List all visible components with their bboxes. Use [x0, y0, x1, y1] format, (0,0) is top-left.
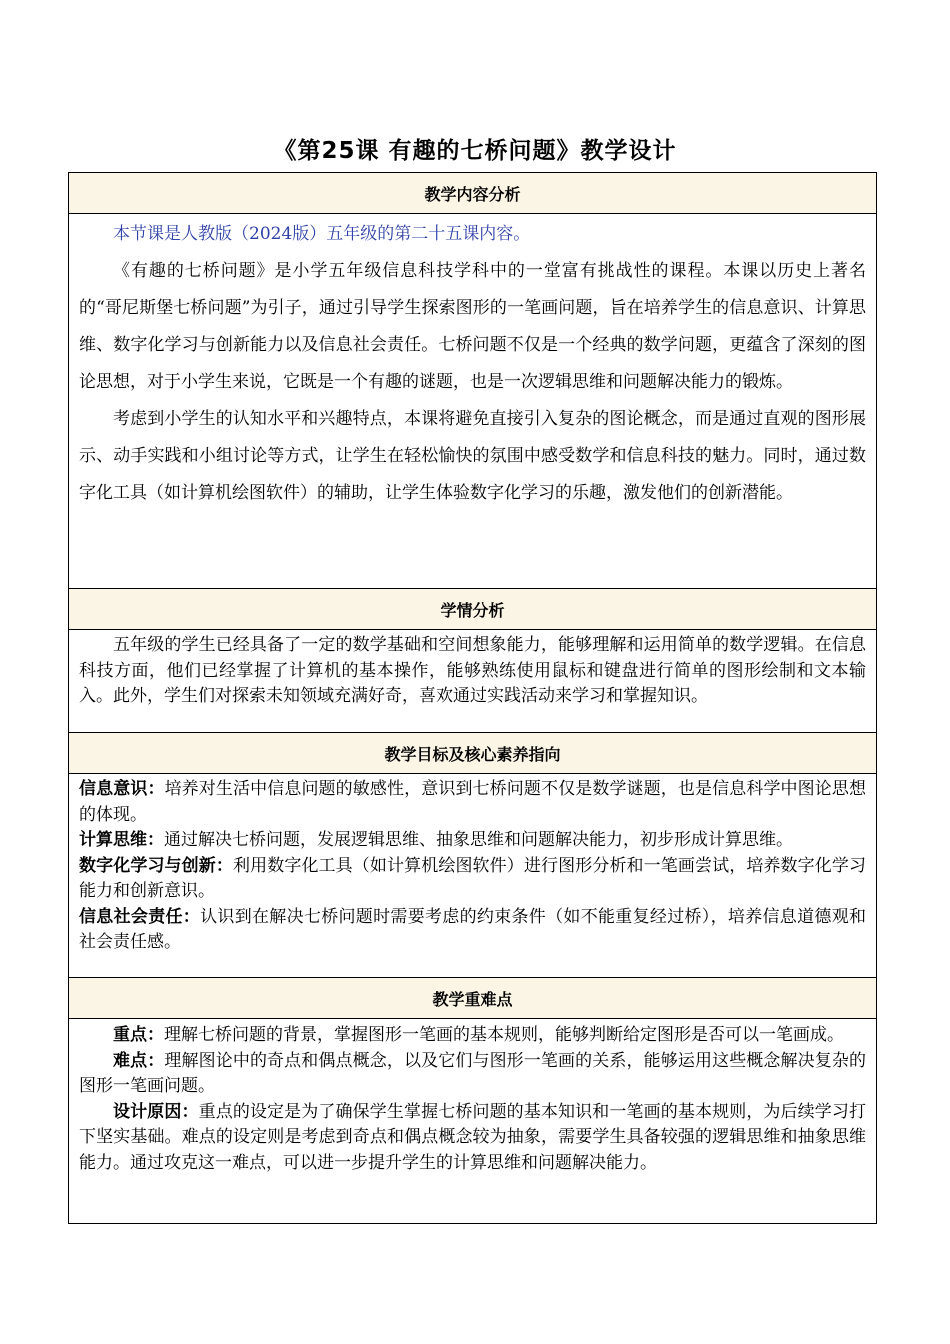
section-header-keys: 教学重难点: [69, 978, 877, 1019]
goal-text: 利用数字化工具（如计算机绘图软件）进行图形分析和一笔画尝试，培养数字化学习能力和创新意识。: [79, 855, 866, 901]
key-points-cell: [69, 1019, 877, 1224]
key-label: 设计原因：: [113, 1101, 199, 1122]
goal-item: [79, 854, 866, 905]
goal-text: 培养对生活中信息问题的敏感性，意识到七桥问题不仅是数学谜题，也是信息科学中图论思想的体现。: [79, 779, 867, 825]
lesson-plan-table: [68, 172, 877, 1224]
document-title: 《第25课 有趣的七桥问题》教学设计: [273, 138, 677, 164]
key-item: [79, 1023, 866, 1049]
content-analysis-cell: [69, 214, 877, 589]
key-label: 重点：: [113, 1025, 164, 1045]
goal-text: 通过解决七桥问题，发展逻辑思维、抽象思维和问题解决能力，初步形成计算思维。: [164, 830, 793, 850]
key-text: 理解七桥问题的背景，掌握图形一笔画的基本规则，能够判断给定图形是否可以一笔画成。: [164, 1025, 844, 1045]
section-header-goals: 教学目标及核心素养指向: [69, 733, 877, 774]
key-text: 重点的设定是为了确保学生掌握七桥问题的基本知识和一笔画的基本规则，为后续学习打下坚实基础。难点的设定则是考虑到奇点和偶点概念较为抽象，需要学生具备较强的逻辑思维和抽象思维能力。通过攻克这一难点，可以进一步提升学生的计算思维和问题解决能力。: [79, 1101, 867, 1173]
goal-item: [79, 828, 866, 854]
section-header-students: 学情分析: [69, 589, 877, 630]
student-analysis-cell: [69, 630, 877, 733]
goal-label: 信息意识：: [79, 779, 165, 799]
goal-label: 信息社会责任：: [79, 906, 201, 927]
key-item: [79, 1049, 866, 1100]
goal-item: [79, 777, 866, 828]
goal-label: 数字化学习与创新：: [79, 855, 233, 876]
goal-item: [79, 905, 866, 956]
section-header-content: 教学内容分析: [69, 173, 877, 214]
content-paragraph-1: 《有趣的七桥问题》是小学五年级信息科技学科中的一堂富有挑战性的课程。本课以历史上著名的“哥尼斯堡七桥问题”为引子，通过引导学生探索图形的一笔画问题，旨在培养学生的信息意识、计算思维、数字化学习与创新能力以及信息社会责任。七桥问题不仅是一个经典的数学问题，更蕴含了深刻的图论思想，对于小学生来说，它既是一个有趣的谜题，也是一次逻辑思维和问题解决能力的锻炼。: [79, 261, 866, 392]
content-paragraph-2: 考虑到小学生的认知水平和兴趣特点，本课将避免直接引入复杂的图论概念，而是通过直观的图形展示、动手实践和小组讨论等方式，让学生在轻松愉快的氛围中感受数学和信息科技的魅力。同时，通过数字化工具（如计算机绘图软件）的辅助，让学生体验数字化学习的乐趣，激发他们的创新潜能。: [79, 409, 866, 503]
key-label: 难点：: [113, 1050, 165, 1071]
key-text: 理解图论中的奇点和偶点概念，以及它们与图形一笔画的关系，能够运用这些概念解决复杂的图形一笔画问题。: [79, 1050, 867, 1096]
content-intro: 本节课是人教版（2024版）五年级的第二十五课内容。: [113, 224, 531, 244]
goal-label: 计算思维：: [79, 830, 164, 850]
goal-text: 认识到在解决七桥问题时需要考虑的约束条件（如不能重复经过桥），培养信息道德观和社会责任感。: [79, 906, 867, 952]
goals-cell: [69, 774, 877, 978]
students-paragraph: 五年级的学生已经具备了一定的数学基础和空间想象能力，能够理解和运用简单的数学逻辑。在信息科技方面，他们已经掌握了计算机的基本操作，能够熟练使用鼠标和键盘进行简单的图形绘制和文本输入。此外，学生们对探索未知领域充满好奇，喜欢通过实践活动来学习和掌握知识。: [79, 635, 866, 706]
key-item: [79, 1100, 866, 1177]
